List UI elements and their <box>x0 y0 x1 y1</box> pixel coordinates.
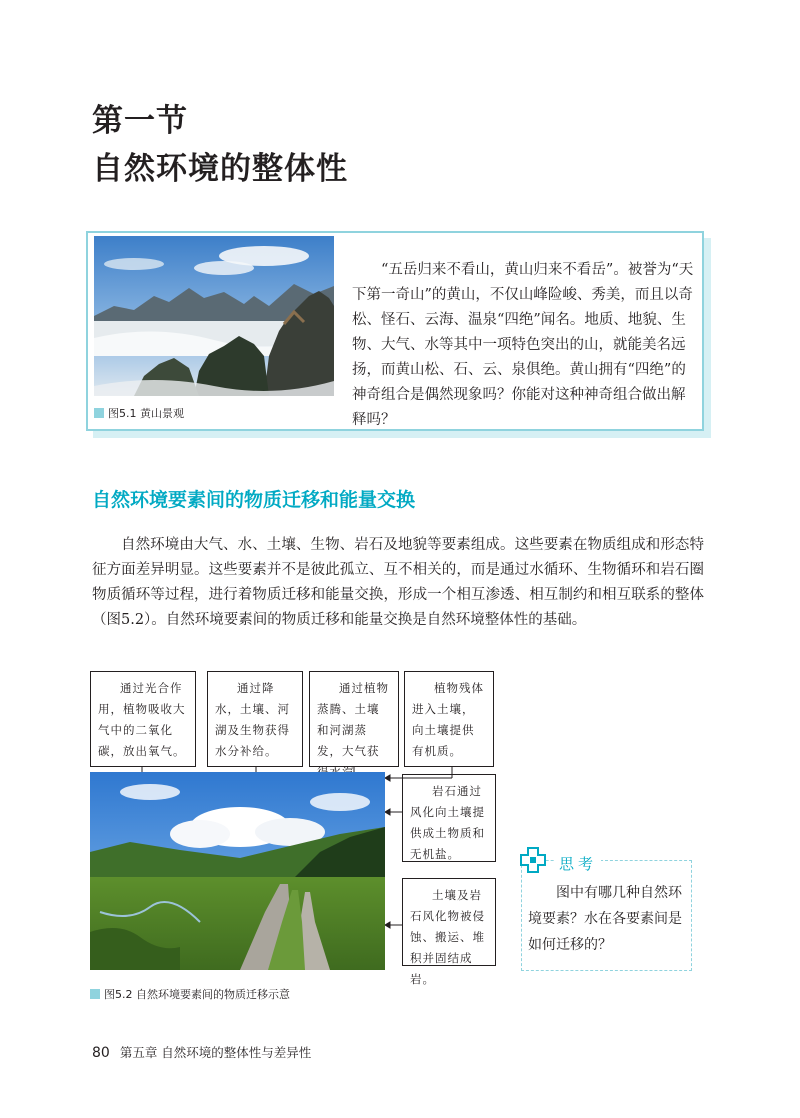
huangshan-photo <box>94 236 334 396</box>
note-precipitation: 通过降水，土壤、河湖及生物获得水分补给。 <box>207 671 303 767</box>
note-evaporation: 通过植物蒸腾、土壤和河湖蒸发，大气获 <box>309 671 399 767</box>
page-number: 80 <box>92 1045 110 1061</box>
figure-caption-text: 图5.1 黄山景观 <box>108 407 184 420</box>
figure-caption-2 <box>90 986 290 1002</box>
section-number: 第一节 <box>92 103 188 139</box>
caption-marker <box>90 989 100 999</box>
figure-caption-1 <box>94 405 184 421</box>
section-heading: 自然环境要素间的物质迁移和能量交换 <box>92 489 416 511</box>
think-icon <box>519 846 547 874</box>
note-weathering: 岩石通过风化向土壤提供成土物质和无机盐。 <box>402 774 496 862</box>
valley-photo <box>90 772 385 970</box>
chapter-title: 第五章 自然环境的整体性与差异性 <box>119 1045 312 1060</box>
note-photosynthesis: 通过光合作用，植物吸收大气中的二氧化碳，放出氧气。 <box>90 671 196 767</box>
page-title: 自然环境的整体性 <box>92 151 348 187</box>
caption-marker <box>94 408 104 418</box>
think-label: 思考 <box>555 853 601 874</box>
body-paragraph: 自然环境由大气、水、土壤、生物、岩石及地貌等要素组成。这些要素在物质组成和形态特征方面差异明显。这些要素并不是彼此孤立、互不相关的，而是通过水循环、生物循环和岩石圈物质循环等过程，进行着物质迁移和能量交换，形成一个相互渗透、相互制约和相互联系的整体（图5.2）。自然环境要素间的物质迁移和能量交换是自然环境整体性的基础。 <box>92 537 704 628</box>
page-footer <box>92 1043 311 1061</box>
intro-text: “五岳归来不看山，黄山归来不看岳”。被誉为“天下第一奇山”的黄山，不仅山峰险峻、秀美，而且以奇松、怪石、云海、温泉“四绝”闻名。地质、地貌、生物、大气、水等其中一项特色突出的山，就能美名远扬，而黄山松、石、云、泉俱绝。黄山拥有“四绝”的神奇组合是偶然现象吗？你能对这种神奇组合做出解释吗？ <box>352 262 694 428</box>
think-text: 图中有哪几种自然环境要素？水在各要素间是如何迁移的？ <box>528 885 682 953</box>
note-erosion: 土壤及岩石风化物被侵蚀、搬运、堆积并固结成岩。 <box>402 878 496 966</box>
note-organic-matter: 植物残体进入土壤，向土壤提供有机质。 <box>404 671 494 767</box>
figure-caption-text: 图5.2 自然环境要素间的物质迁移示意 <box>104 988 290 1001</box>
